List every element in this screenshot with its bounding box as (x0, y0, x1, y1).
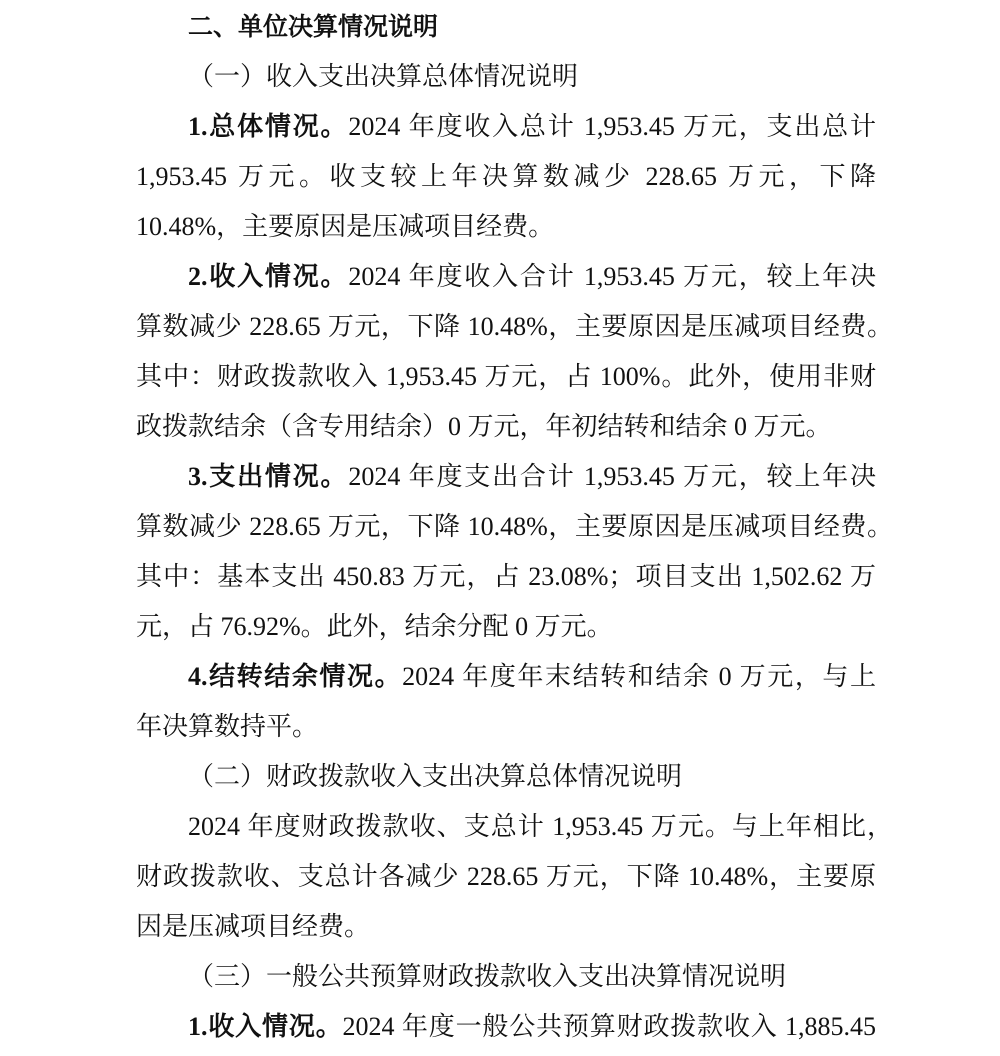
paragraph-lead: 2.收入情况。 (188, 262, 349, 291)
paragraph-line: 其中：财政拨款收入 1,953.45 万元，占 100%。此外，使用非财 (136, 362, 876, 391)
paragraph-line: 算数减少 228.65 万元，下降 10.48%，主要原因是压减项目经费。 (136, 312, 893, 341)
paragraph-income-line (188, 260, 876, 294)
paragraph-line: 因是压减项目经费。 (136, 912, 371, 941)
text: 2024 年度支出合计 1,953.45 万元，较上年决 (348, 462, 876, 491)
paragraph-lead: 3.支出情况。 (188, 462, 349, 491)
paragraph-lead: 1.收入情况。 (188, 1012, 343, 1041)
text: 2024 年度年末结转和结余 0 万元，与上 (402, 662, 876, 691)
subsection-title-2: （二）财政拨款收入支出决算总体情况说明 (188, 762, 683, 791)
paragraph-general-income-line (188, 1010, 876, 1044)
subsection-title-1: （一）收入支出决算总体情况说明 (188, 62, 579, 91)
paragraph-lead: 4.结转结余情况。 (188, 662, 403, 691)
paragraph-line: 其中：基本支出 450.83 万元，占 23.08%；项目支出 1,502.62 万 (136, 562, 876, 591)
text: 2024 年度一般公共预算财政拨款收入 1,885.45 (342, 1012, 876, 1041)
paragraph-expenditure-line (188, 460, 876, 494)
paragraph-line: 算数减少 228.65 万元，下降 10.48%，主要原因是压减项目经费。 (136, 512, 893, 541)
paragraph-lead: 1.总体情况。 (188, 112, 349, 141)
paragraph-line: 10.48%，主要原因是压减项目经费。 (136, 212, 555, 241)
paragraph-line: 政拨款结余（含专用结余）0 万元，年初结转和结余 0 万元。 (136, 412, 832, 441)
paragraph-line: 元，占 76.92%。此外，结余分配 0 万元。 (136, 612, 613, 641)
text: 2024 年度收入总计 1,953.45 万元，支出总计 (348, 112, 876, 141)
paragraph-line: 年决算数持平。 (136, 712, 319, 741)
paragraph-line: 1,953.45 万元。收支较上年决算数减少 228.65 万元，下降 (136, 162, 876, 191)
paragraph-line: 财政拨款收、支总计各减少 228.65 万元，下降 10.48%，主要原 (136, 862, 876, 891)
paragraph-overall-line (188, 110, 876, 144)
text: 2024 年度收入合计 1,953.45 万元，较上年决 (348, 262, 876, 291)
section-heading: 二、单位决算情况说明 (188, 12, 439, 41)
subsection-title-3: （三）一般公共预算财政拨款收入支出决算情况说明 (188, 962, 787, 991)
paragraph-carryover-line (188, 660, 876, 694)
paragraph-line: 2024 年度财政拨款收、支总计 1,953.45 万元。与上年相比， (188, 812, 893, 841)
